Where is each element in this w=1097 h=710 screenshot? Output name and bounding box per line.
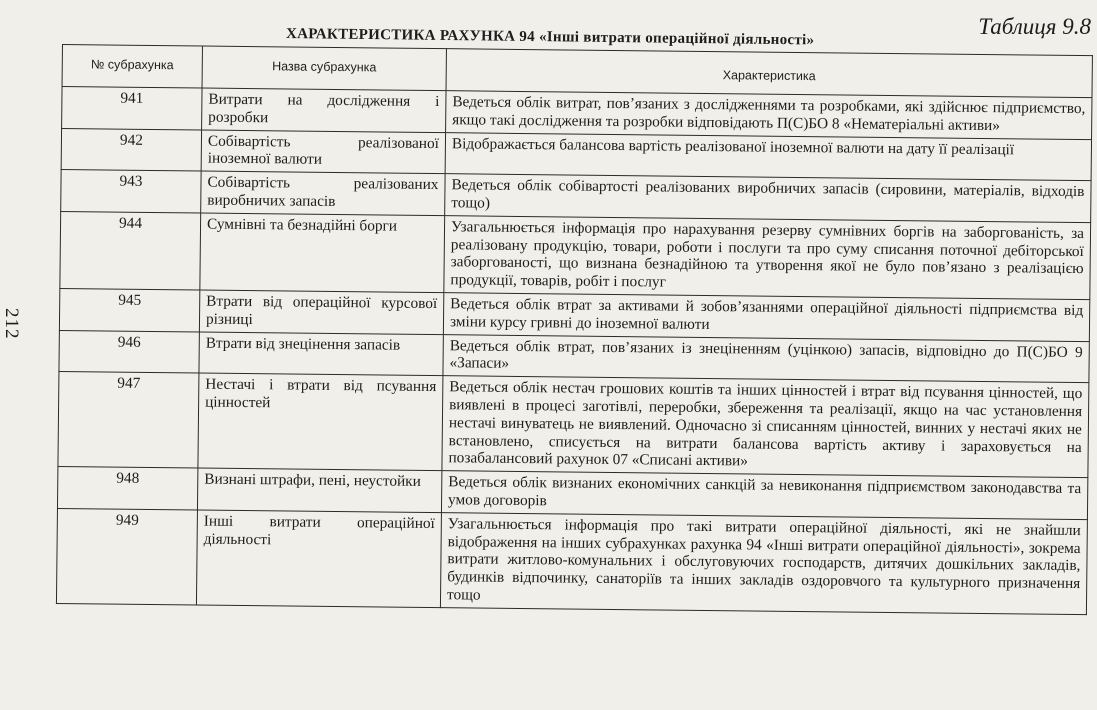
subaccount-code: 942	[61, 128, 201, 171]
table-row	[60, 211, 1091, 299]
subaccount-name: Нестачі і втрати від псування цінностей	[198, 373, 443, 471]
subaccount-code: 946	[59, 330, 199, 373]
accounts-table	[56, 44, 1093, 615]
subaccount-name: Собівартість реалізованої іноземної валюти	[201, 130, 445, 174]
subaccount-name: Втрати від операційної курсової різниці	[199, 290, 443, 334]
subaccount-description: Відображається балансова вартість реалізованої іноземної валюти на дату її реалізації	[445, 132, 1091, 181]
subaccount-code: 945	[59, 288, 199, 331]
subaccount-name: Сумнівні та безнадійні борги	[200, 213, 445, 293]
subaccount-name: Собівартість реалізованих виробничих запасів	[201, 171, 445, 215]
header-subaccount-number: № субрахунка	[62, 45, 202, 89]
table-container	[56, 44, 1092, 615]
subaccount-description: Ведеться облік нестач грошових коштів та інших цінностей і втрат від псування цінностей, що виявлені в процесі заготівлі, переробки, збереження та реалізації, якщо на час установлення нестачі винуватець не виявлений. Одночасно зі списанням цінностей, винних у нестачі яких не встановлено, списується на витрати балансова вартість активу і зараховується на позабалансовий рахунок 07 «Списані активи»	[442, 376, 1089, 478]
subaccount-name: Витрати на дослідження і розробки	[202, 88, 446, 132]
subaccount-description: Узагальнюється інформація про нарахування резерву сумнівних боргів на заборгованість, за реалізовану продукцію, товари, роботи і послуги та про суму списання поточної дебіторської заборгованості, що визнана безнадійною та утворення якої не було пов’язано з реалізацією продукції, товарів, робіт і послуг	[444, 215, 1091, 299]
header-characteristic: Характеристика	[446, 49, 1092, 98]
table-row	[56, 508, 1087, 614]
subaccount-description: Ведеться облік собівартості реалізованих виробничих запасів (сировини, матеріалів, відходів тощо)	[445, 174, 1091, 223]
subaccount-description: Ведеться облік витрат, пов’язаних з дослідженнями та розробками, які здійснює підприємство, якщо такі дослідження та розробки відповідають П(С)БО 8 «Нематеріальні активи»	[446, 91, 1092, 140]
subaccount-description: Узагальнюється інформація про такі витрати операційної діяльності, які не знайшли відображення на інших субрахунках рахунка 94 «Інші витрати операційної діяльності», зокрема витрати житлово-комунальних і обслуговуючих господарств, дитячих дошкільних закладів, будинків відпочинку, санаторіїв та інших закладів оздоровчого та культурного призначення тощо	[440, 512, 1087, 614]
subaccount-code: 941	[62, 87, 202, 130]
subaccount-code: 948	[57, 467, 197, 510]
subaccount-code: 943	[61, 170, 201, 213]
subaccount-name: Інші витрати операційної діяльності	[196, 510, 441, 608]
subaccount-description: Ведеться облік втрат за активами й зобов’язаннями операційної діяльності підприємства від зміни курсу гривні до іноземної валюти	[443, 293, 1089, 342]
header-subaccount-name: Назва субрахунка	[202, 46, 446, 91]
table-row	[58, 372, 1089, 478]
subaccount-name: Визнані штрафи, пені, неустойки	[197, 468, 441, 512]
subaccount-code: 947	[58, 372, 199, 468]
table-label: Таблиця 9.8	[978, 14, 1091, 39]
subaccount-name: Втрати від знецінення запасів	[199, 332, 443, 376]
subaccount-description: Ведеться облік втрат, пов’язаних із знеціненням (уцінкою) запасів, відповідно до П(С)БО 9 «Запаси»	[443, 334, 1089, 383]
subaccount-code: 949	[56, 508, 197, 604]
table-title: ХАРАКТЕРИСТИКА РАХУНКА 94 «Інші витрати операційної діяльності»	[285, 26, 815, 49]
subaccount-description: Ведеться облік визнаних економічних санкцій за невиконання підприємством законодавства та умов договорів	[441, 471, 1087, 520]
page-number: 212	[1, 308, 22, 340]
subaccount-code: 944	[60, 211, 201, 290]
